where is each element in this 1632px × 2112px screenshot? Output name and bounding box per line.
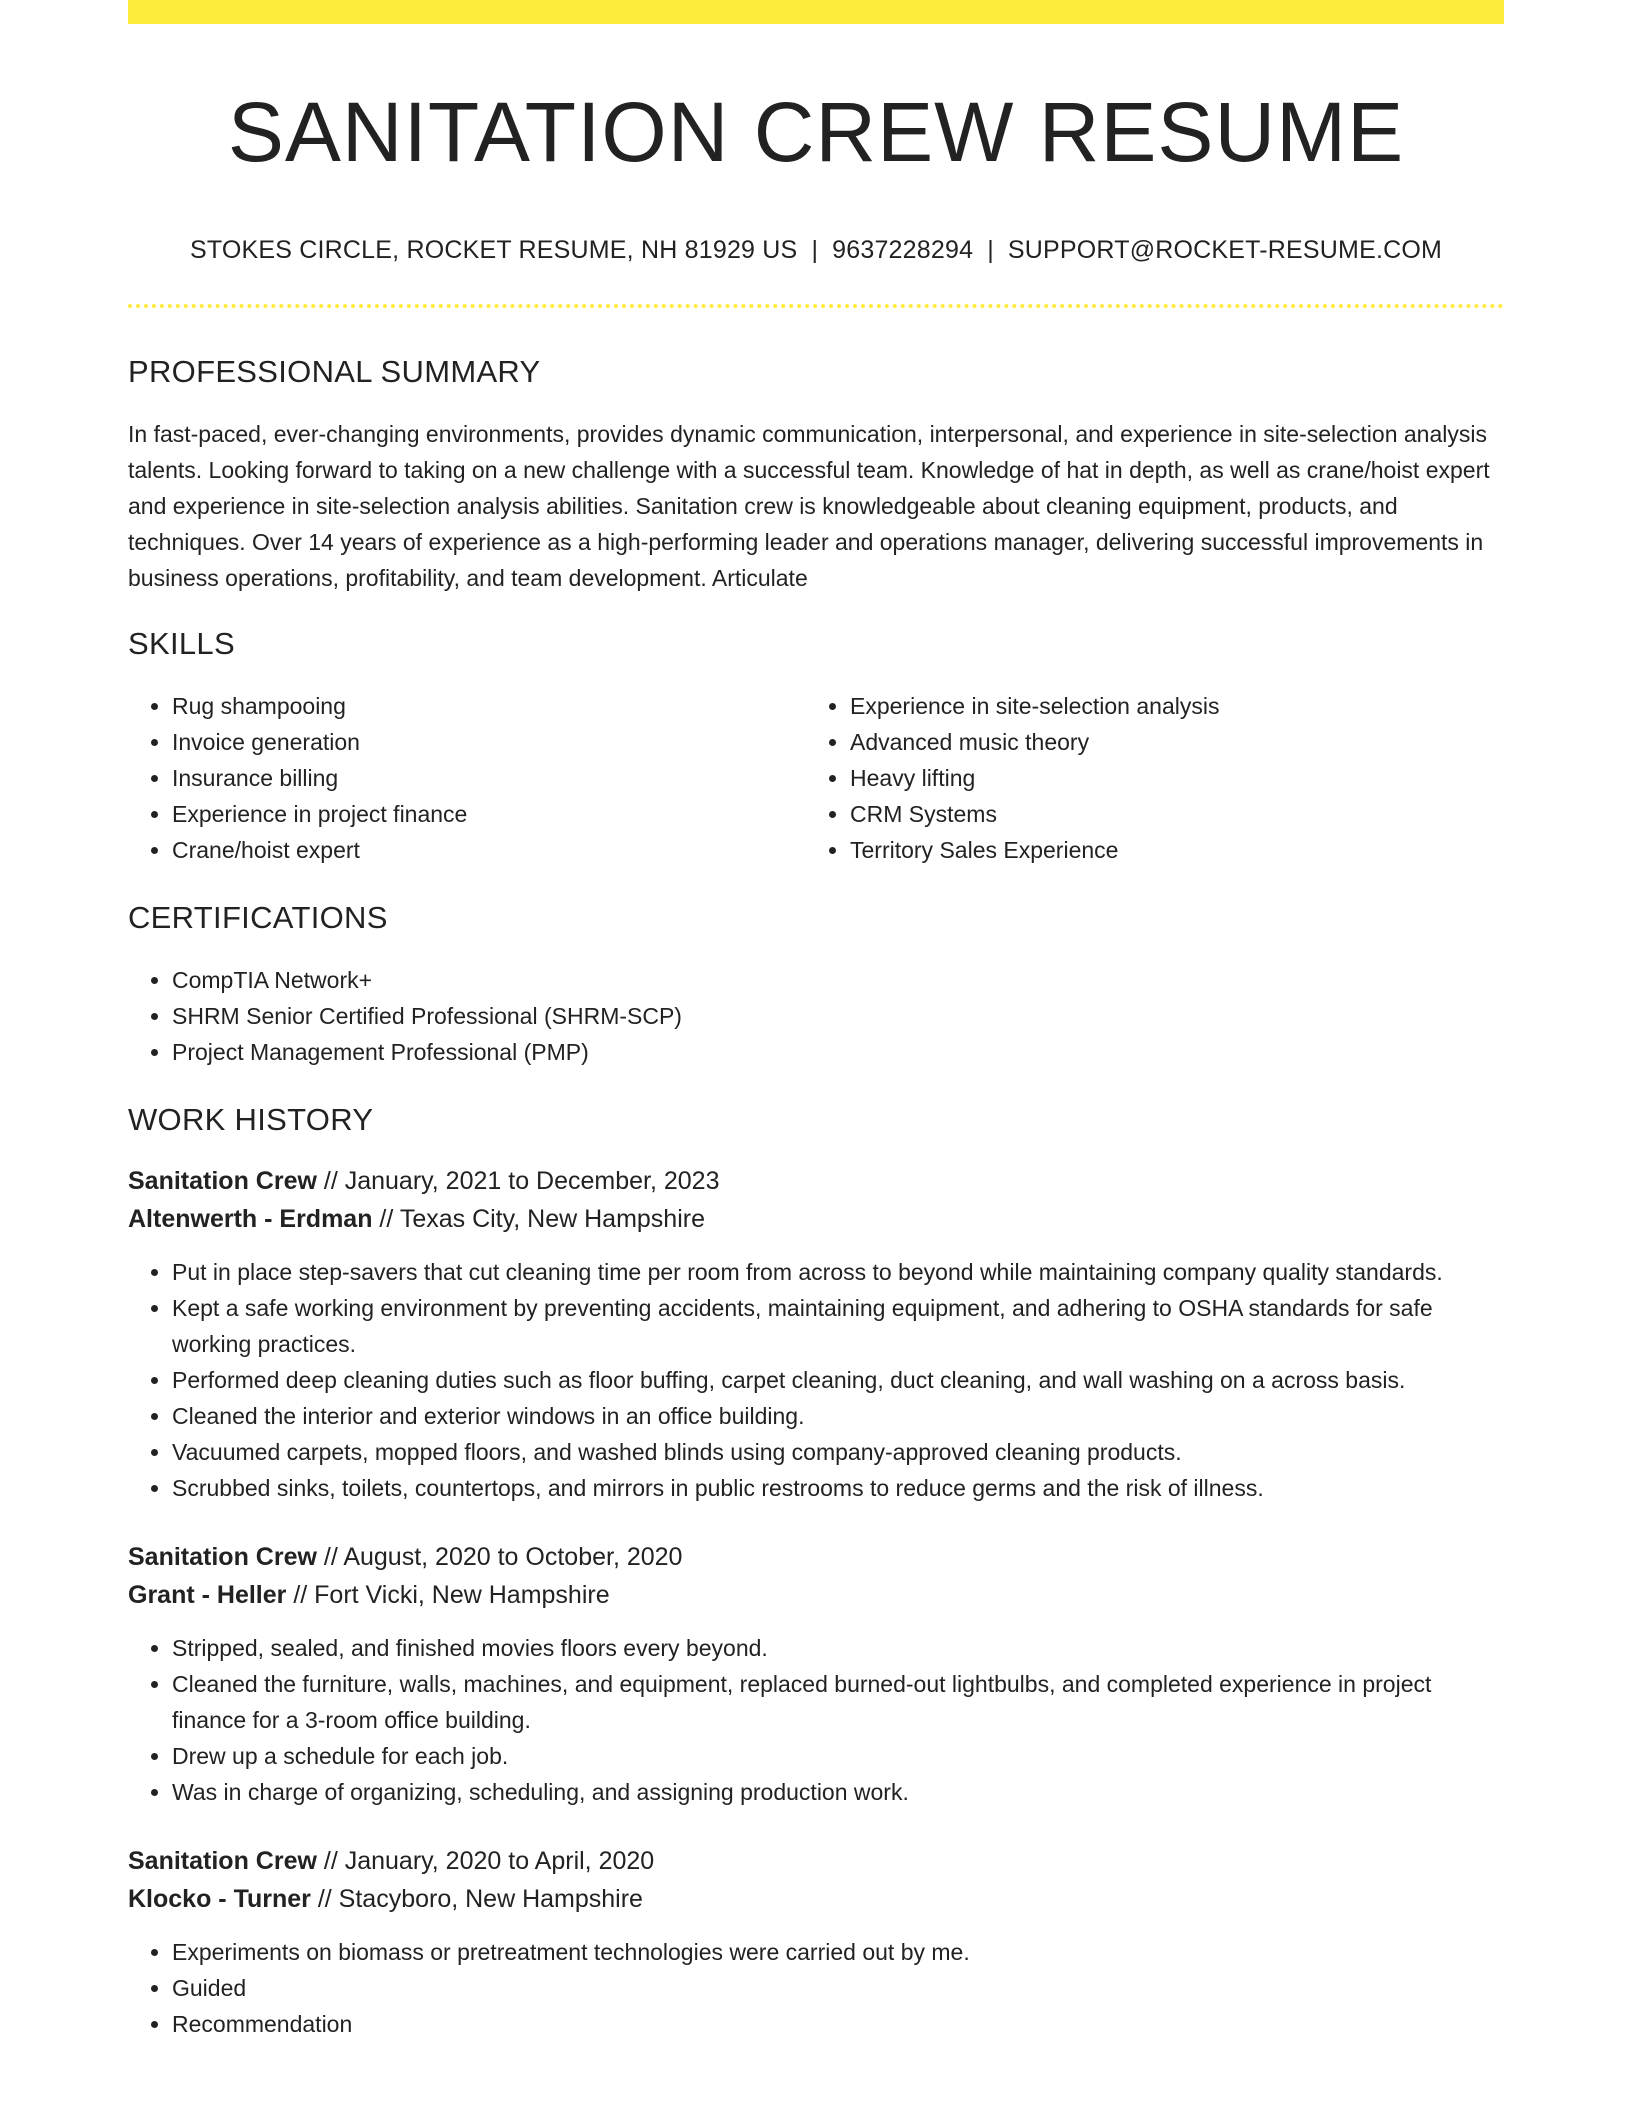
job-location: // Fort Vicki, New Hampshire [286, 1581, 610, 1609]
skill-item: • Heavy lifting [850, 760, 1484, 796]
job-location: // Stacyboro, New Hampshire [310, 1885, 643, 1913]
certifications-list [128, 962, 1504, 1070]
job-duty: • Guided [172, 1970, 1504, 2006]
job-duty: • Drew up a schedule for each job. [172, 1738, 1504, 1774]
job-role-line [128, 1162, 1504, 1200]
job-duty: • Cleaned the furniture, walls, machines, and equipment, replaced burned-out lightbulbs, and completed experience in project finance for a 3-room office building. [172, 1666, 1504, 1738]
job-company: Klocko - Turner [128, 1885, 311, 1913]
skill-item: • Crane/hoist expert [172, 832, 806, 868]
skills-left-list [128, 688, 806, 868]
skill-item: • Advanced music theory [850, 724, 1484, 760]
skill-item: • Experience in project finance [172, 796, 806, 832]
email-address: SUPPORT@ROCKET-RESUME.COM [1007, 236, 1443, 264]
job-location: // Texas City, New Hampshire [372, 1205, 705, 1233]
job-role-line [128, 1842, 1504, 1880]
job-duties-list [128, 1934, 1504, 2042]
job-duty: • Was in charge of organizing, scheduling, and assigning production work. [172, 1774, 1504, 1810]
job-role: Sanitation Crew [128, 1847, 317, 1875]
skill-item: • Insurance billing [172, 760, 806, 796]
dotted-divider [128, 304, 1504, 308]
skill-item: • Invoice generation [172, 724, 806, 760]
top-accent-bar [128, 0, 1504, 24]
job-duties-list [128, 1254, 1504, 1506]
job-duty: • Recommendation [172, 2006, 1504, 2042]
job-company-line [128, 1200, 1504, 1238]
contact-separator: | [987, 236, 994, 264]
certification-item: • CompTIA Network+ [172, 962, 1504, 998]
certification-item: • SHRM Senior Certified Professional (SHRM-SCP) [172, 998, 1504, 1034]
job-company-line [128, 1576, 1504, 1614]
job-duty: • Performed deep cleaning duties such as floor buffing, carpet cleaning, duct cleaning, and wall washing on a across basis. [172, 1362, 1504, 1398]
contact-separator: | [811, 236, 819, 264]
job-role: Sanitation Crew [128, 1543, 317, 1571]
skill-item: • Rug shampooing [172, 688, 806, 724]
job-duty: • Kept a safe working environment by preventing accidents, maintaining equipment, and adhering to OSHA standards for safe working practices. [172, 1290, 1504, 1362]
job-entry [128, 1538, 1504, 1810]
job-duty: • Vacuumed carpets, mopped floors, and washed blinds using company-approved cleaning products. [172, 1434, 1504, 1470]
job-company: Grant - Heller [128, 1581, 287, 1609]
job-entry [128, 1842, 1504, 2042]
job-role: Sanitation Crew [128, 1167, 317, 1195]
contact-line [128, 234, 1504, 266]
job-dates: // January, 2021 to December, 2023 [316, 1167, 720, 1195]
job-company-line [128, 1880, 1504, 1918]
resume-page [128, 0, 1504, 2042]
summary-heading: PROFESSIONAL SUMMARY [128, 354, 541, 389]
job-entry [128, 1162, 1504, 1506]
summary-text: In fast-paced, ever-changing environments, provides dynamic communication, interpersonal, and experience in site-selection analysis talents. Looking forward to taking on a new challenge with a successful team. Knowledge of hat in depth, as well as crane/hoist expert and experience in site-selection analysis abilities. Sanitation crew is knowledgeable about cleaning equipment, products, and techniques. Over 14 years of experience as a high-performing leader and operations manager, delivering successful improvements in business operations, profitability, and team development. Articulate [128, 421, 1490, 591]
skills-right-list [806, 688, 1484, 868]
skills-heading: SKILLS [128, 626, 235, 661]
work-history-heading: WORK HISTORY [128, 1102, 374, 1137]
skill-item: • Experience in site-selection analysis [850, 688, 1484, 724]
skills-columns [128, 688, 1504, 868]
certification-item: • Project Management Professional (PMP) [172, 1034, 1504, 1070]
job-duty: • Scrubbed sinks, toilets, countertops, and mirrors in public restrooms to reduce germs and the risk of illness. [172, 1470, 1504, 1506]
skill-item: • CRM Systems [850, 796, 1484, 832]
resume-title: SANITATION CREW RESUME [227, 85, 1405, 179]
job-dates: // August, 2020 to October, 2020 [316, 1543, 683, 1571]
job-duties-list [128, 1630, 1504, 1810]
job-dates: // January, 2020 to April, 2020 [316, 1847, 655, 1875]
job-duty: • Cleaned the interior and exterior windows in an office building. [172, 1398, 1504, 1434]
job-role-line [128, 1538, 1504, 1576]
certifications-heading: CERTIFICATIONS [128, 900, 388, 935]
phone-number: 9637228294 [832, 236, 974, 264]
skill-item: • Territory Sales Experience [850, 832, 1484, 868]
job-duty: • Experiments on biomass or pretreatment technologies were carried out by me. [172, 1934, 1504, 1970]
job-duty: • Put in place step-savers that cut cleaning time per room from across to beyond while maintaining company quality standards. [172, 1254, 1504, 1290]
job-company: Altenwerth - Erdman [128, 1205, 373, 1233]
address: STOKES CIRCLE, ROCKET RESUME, NH 81929 US [189, 236, 798, 264]
job-duty: • Stripped, sealed, and finished movies floors every beyond. [172, 1630, 1504, 1666]
